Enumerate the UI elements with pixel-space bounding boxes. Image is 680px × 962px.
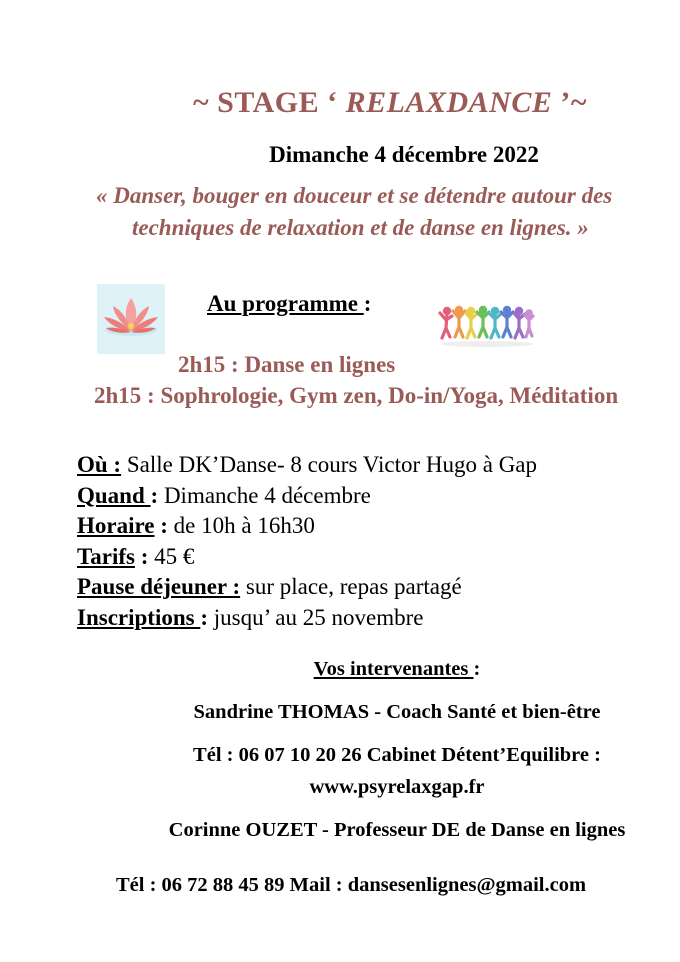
info-prices: Tarifs : 45 € [77,543,195,569]
title-suffix: ’~ [552,86,587,119]
info-value: Dimanche 4 décembre [158,482,371,508]
speaker-1: Sandrine THOMAS - Coach Santé et bien-être [193,701,601,723]
speaker-2-contact: Tél : 06 72 88 45 89 Mail : dansesenlignes@gmail.com [116,874,587,896]
event-date: Dimanche 4 décembre 2022 [269,142,539,167]
quote-line-2: techniques de relaxation et de danse en lignes. » [132,215,589,240]
program-heading-colon: : [363,291,372,316]
speakers-heading-colon: : [473,658,481,680]
title-name: RELAXDANCE [345,86,553,119]
info-value: de 10h à 16h30 [167,513,315,539]
page-title [0,86,680,120]
info-key: Horaire [77,513,155,539]
info-lunch [77,572,537,603]
info-when: Quand : Dimanche 4 décembre [77,482,371,508]
speaker-1-contact: Tél : 06 07 10 20 26 Cabinet Détent’Equilibre : [193,744,601,766]
quote-line-1: « Danser, bouger en douceur et se détendre autour des [96,183,613,208]
practical-info [77,450,537,634]
info-key: Où : [77,452,122,477]
speakers-heading [0,658,680,681]
title-prefix: ~ STAGE ‘ [193,86,346,119]
session-1: 2h15 : Danse en lignes [178,352,396,377]
info-key: Tarifs [77,543,135,569]
info-schedule: Horaire : de 10h à 16h30 [77,513,315,539]
dancers-silhouette-icon [437,300,537,350]
info-key: Inscriptions [77,604,201,630]
info-value: Salle DK’Danse- 8 cours Victor Hugo à Gap [121,452,538,477]
lotus-flower-icon [97,284,165,354]
event-quote [96,180,612,244]
info-value: 45 € [148,543,195,569]
info-value: sur place, repas partagé [240,574,462,600]
info-key: Quand [77,482,151,508]
info-value: jusqu’ au 25 novembre [208,604,424,630]
program-heading-label: Au programme [207,291,364,316]
speakers-heading-label: Vos intervenantes [313,658,474,680]
session-2: 2h15 : Sophrologie, Gym zen, Do-in/Yoga, Méditation [94,383,619,408]
speaker-2: Corinne OUZET - Professeur DE de Danse en lignes [168,819,626,841]
info-key: Pause déjeuner : [77,574,241,600]
info-registration: Inscriptions : jusqu’ au 25 novembre [77,604,424,630]
website-link[interactable]: www.psyrelaxgap.fr [309,776,485,798]
program-heading [207,291,371,317]
info-location [77,450,537,481]
